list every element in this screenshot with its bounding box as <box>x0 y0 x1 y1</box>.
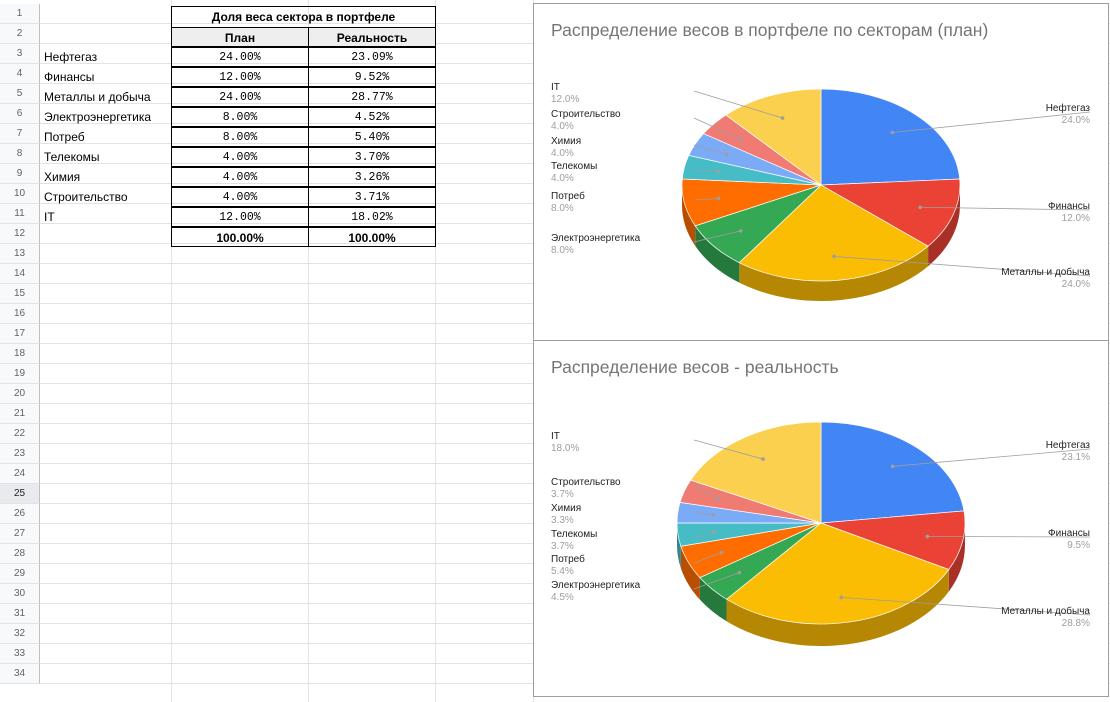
row-header-9[interactable]: 9 <box>0 164 40 184</box>
row-header-24[interactable]: 24 <box>0 464 40 484</box>
sector-name-cell[interactable]: Химия <box>44 170 81 184</box>
slice-label-name: Строительство <box>551 109 621 120</box>
sector-name-cell[interactable]: Строительство <box>44 190 128 204</box>
slice-label-value: 24.0% <box>1061 115 1090 126</box>
pie-chart-reality[interactable] <box>533 340 1109 697</box>
row-header-25[interactable]: 25 <box>0 484 40 504</box>
plan-value-cell[interactable]: 4.00% <box>171 187 309 207</box>
row-header-28[interactable]: 28 <box>0 544 40 564</box>
slice-label-value: 3.3% <box>551 515 574 526</box>
slice-label-value: 3.7% <box>551 541 574 552</box>
pie-chart-reality-plot <box>534 341 1110 698</box>
reality-value-cell[interactable]: 23.09% <box>308 47 436 67</box>
slice-label-value: 12.0% <box>1061 213 1090 224</box>
slice-label-name: Металлы и добыча <box>1001 606 1090 617</box>
row-header-2[interactable]: 2 <box>0 24 40 44</box>
sector-name-cell[interactable]: Телекомы <box>44 150 100 164</box>
slice-label-name: Электроэнергетика <box>551 233 641 244</box>
slice-label-name: Телекомы <box>551 529 598 540</box>
row-header-4[interactable]: 4 <box>0 64 40 84</box>
pie-chart-plan-plot <box>534 4 1110 342</box>
slice-label-value: 4.0% <box>551 173 574 184</box>
row-header-17[interactable]: 17 <box>0 324 40 344</box>
row-header-8[interactable]: 8 <box>0 144 40 164</box>
slice-label-name: Потреб <box>551 191 585 202</box>
leader-dot <box>739 137 743 141</box>
row-header-5[interactable]: 5 <box>0 84 40 104</box>
slice-label-name: IT <box>551 431 560 442</box>
row-header-31[interactable]: 31 <box>0 604 40 624</box>
row-header-14[interactable]: 14 <box>0 264 40 284</box>
reality-value-cell[interactable]: 18.02% <box>308 207 436 227</box>
slice-label-name: Металлы и добыча <box>1001 267 1090 278</box>
row-header-12[interactable]: 12 <box>0 224 40 244</box>
slice-label-value: 5.4% <box>551 566 574 577</box>
row-header-26[interactable]: 26 <box>0 504 40 524</box>
pie-slice-Нефтегаз[interactable] <box>821 422 964 523</box>
row-header-18[interactable]: 18 <box>0 344 40 364</box>
slice-label-name: IT <box>551 82 560 93</box>
slice-label-value: 9.5% <box>1067 540 1090 551</box>
row-header-6[interactable]: 6 <box>0 104 40 124</box>
row-header-15[interactable]: 15 <box>0 284 40 304</box>
sector-name-cell[interactable]: Потреб <box>44 130 85 144</box>
row-header-13[interactable]: 13 <box>0 244 40 264</box>
row-header-16[interactable]: 16 <box>0 304 40 324</box>
reality-value-cell[interactable]: 5.40% <box>308 127 436 147</box>
reality-value-cell[interactable]: 3.26% <box>308 167 436 187</box>
slice-label-name: Электроэнергетика <box>551 580 641 591</box>
slice-label-value: 4.0% <box>551 148 574 159</box>
slice-label-value: 28.8% <box>1061 618 1090 629</box>
total-reality-cell[interactable]: 100.00% <box>308 227 436 247</box>
row-header-21[interactable]: 21 <box>0 404 40 424</box>
plan-value-cell[interactable]: 4.00% <box>171 147 309 167</box>
sector-name-cell[interactable]: Металлы и добыча <box>44 90 151 104</box>
slice-label-name: Нефтегаз <box>1045 440 1090 451</box>
slice-label-value: 3.7% <box>551 489 574 500</box>
plan-value-cell[interactable]: 4.00% <box>171 167 309 187</box>
slice-label-value: 12.0% <box>551 94 580 105</box>
plan-value-cell[interactable]: 12.00% <box>171 207 309 227</box>
column-header-plan[interactable]: План <box>171 27 309 47</box>
row-header-30[interactable]: 30 <box>0 584 40 604</box>
row-header-1[interactable]: 1 <box>0 4 40 24</box>
reality-value-cell[interactable]: 3.70% <box>308 147 436 167</box>
slice-label-name: Потреб <box>551 554 585 565</box>
plan-value-cell[interactable]: 24.00% <box>171 47 309 67</box>
slice-label-name: Финансы <box>1048 201 1090 212</box>
slice-label-value: 4.5% <box>551 592 574 603</box>
row-header-29[interactable]: 29 <box>0 564 40 584</box>
chart-title: Распределение весов в портфеле по секторам (план) <box>551 20 989 40</box>
reality-value-cell[interactable]: 28.77% <box>308 87 436 107</box>
row-header-11[interactable]: 11 <box>0 204 40 224</box>
slice-label-name: Финансы <box>1048 528 1090 539</box>
row-header-3[interactable]: 3 <box>0 44 40 64</box>
row-header-34[interactable]: 34 <box>0 664 40 684</box>
sector-name-cell[interactable]: Финансы <box>44 70 95 84</box>
slice-label-value: 8.0% <box>551 203 574 214</box>
plan-value-cell[interactable]: 24.00% <box>171 87 309 107</box>
slice-label-value: 24.0% <box>1061 279 1090 290</box>
sector-name-cell[interactable]: Нефтегаз <box>44 50 98 64</box>
row-header-33[interactable]: 33 <box>0 644 40 664</box>
row-header-7[interactable]: 7 <box>0 124 40 144</box>
sector-name-cell[interactable]: Электроэнергетика <box>44 110 152 124</box>
pie-slice-Нефтегаз[interactable] <box>821 89 960 185</box>
slice-label-value: 18.0% <box>551 443 580 454</box>
reality-value-cell[interactable]: 4.52% <box>308 107 436 127</box>
row-header-27[interactable]: 27 <box>0 524 40 544</box>
chart-title: Распределение весов - реальность <box>551 357 839 377</box>
sector-name-cell[interactable]: IT <box>44 210 55 224</box>
row-header-10[interactable]: 10 <box>0 184 40 204</box>
slice-label-name: Нефтегаз <box>1045 103 1090 114</box>
row-header-23[interactable]: 23 <box>0 444 40 464</box>
plan-value-cell[interactable]: 8.00% <box>171 107 309 127</box>
row-header-22[interactable]: 22 <box>0 424 40 444</box>
table-group-header[interactable]: Доля веса сектора в портфеле <box>171 6 436 28</box>
slice-label-name: Химия <box>551 136 582 147</box>
slice-label-name: Телекомы <box>551 161 598 172</box>
plan-value-cell[interactable]: 8.00% <box>171 127 309 147</box>
row-header-20[interactable]: 20 <box>0 384 40 404</box>
row-header-19[interactable]: 19 <box>0 364 40 384</box>
reality-value-cell[interactable]: 3.71% <box>308 187 436 207</box>
slice-label-name: Строительство <box>551 477 621 488</box>
column-header-reality[interactable]: Реальность <box>308 27 436 47</box>
plan-value-cell[interactable]: 12.00% <box>171 67 309 87</box>
slice-label-name: Химия <box>551 503 582 514</box>
reality-value-cell[interactable]: 9.52% <box>308 67 436 87</box>
pie-chart-plan[interactable] <box>533 3 1109 341</box>
total-plan-cell[interactable]: 100.00% <box>171 227 309 247</box>
slice-label-value: 4.0% <box>551 121 574 132</box>
slice-label-value: 23.1% <box>1061 452 1090 463</box>
row-header-32[interactable]: 32 <box>0 624 40 644</box>
slice-label-value: 8.0% <box>551 245 574 256</box>
